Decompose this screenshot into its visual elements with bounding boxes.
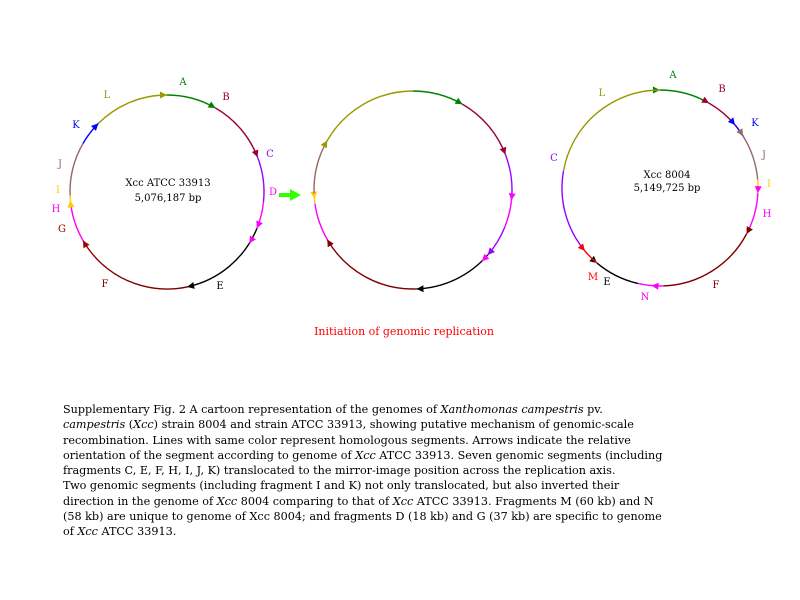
segment-c	[258, 157, 264, 202]
segment-label-h: H	[51, 204, 61, 215]
segment-d	[505, 200, 512, 227]
segment-label-d: D	[268, 187, 278, 198]
segment-f	[102, 264, 187, 289]
segment-n	[638, 283, 663, 286]
segment-c	[562, 171, 585, 251]
segment-f	[663, 234, 746, 286]
segment-label-l: L	[598, 88, 606, 99]
segment-label-n: N	[640, 292, 650, 303]
segment-c-arrow-icon	[488, 247, 495, 255]
segment-label-a: A	[179, 77, 187, 88]
segment-a	[413, 91, 463, 104]
segment-i-arrow-icon	[67, 200, 74, 207]
caption-line: of Xcc ATCC 33913.	[63, 525, 177, 539]
segment-label-m: M	[587, 272, 599, 283]
segment-label-i: I	[56, 185, 60, 196]
segment-label-c: C	[550, 153, 558, 164]
segment-f-arrow-icon	[327, 240, 334, 248]
initiation-label: Initiation of genomic replication	[314, 325, 494, 338]
segment-e-arrow-icon	[416, 285, 423, 292]
genome-left-size: 5,076,187 bp	[134, 193, 202, 204]
segment-b	[216, 108, 258, 157]
segment-l	[327, 91, 413, 141]
segment-label-c: C	[266, 149, 274, 160]
segment-label-g: G	[58, 224, 66, 235]
segment-n-arrow-icon	[651, 283, 658, 290]
segment-e	[187, 228, 257, 287]
segment-label-j: J	[761, 150, 767, 161]
figure-caption	[63, 402, 793, 540]
segment-label-a: A	[669, 70, 677, 81]
segment-j-arrow-icon	[736, 128, 743, 136]
segment-label-j: J	[57, 159, 63, 170]
segment-g-arrow-icon	[83, 241, 90, 249]
caption-line: orientation of the segment according to genome of Xcc ATCC 33913. Seven genomic segments (including	[63, 448, 663, 462]
caption-line: fragments C, E, F, H, I, J, K) translocated to the mirror-image position across the replication axis.	[63, 464, 616, 478]
segment-m-arrow-icon	[578, 243, 585, 251]
segment-l-arrow-icon	[160, 92, 167, 99]
segment-label-k: K	[751, 118, 759, 129]
segment-h	[71, 206, 83, 241]
segment-label-h: H	[762, 209, 772, 220]
segment-a	[660, 90, 709, 103]
segment-b	[463, 104, 506, 154]
segment-label-b: B	[222, 92, 230, 103]
caption-line: campestris (Xcc) strain 8004 and strain ATCC 33913, showing putative mechanism of genomic-scale	[63, 418, 634, 432]
segment-label-b: B	[718, 84, 726, 95]
segment-f	[327, 240, 416, 290]
caption-line: (58 kb) are unique to genome of Xcc 8004; and fragments D (18 kb) and G (37 kb) are specific to genome	[63, 510, 662, 524]
segment-label-f: F	[712, 280, 720, 291]
segment-j	[70, 144, 83, 196]
segment-j	[743, 136, 758, 179]
segment-a	[167, 95, 216, 108]
caption-line: recombination. Lines with same color represent homologous segments. Arrows indicate the relative	[63, 433, 631, 447]
genome-right-size: 5,149,725 bp	[633, 183, 701, 194]
transition-arrow-icon	[279, 189, 301, 201]
caption-line: Two genomic segments (including fragment I and K) not only translocated, but also inverted their	[63, 479, 620, 493]
segment-e	[416, 255, 487, 289]
segment-label-i: I	[767, 179, 771, 190]
segment-label-e: E	[603, 277, 611, 288]
genome-circle-intermediate	[310, 91, 515, 292]
segment-l	[563, 90, 660, 171]
genome-left-name: Xcc ATCC 33913	[125, 178, 211, 189]
segment-label-l: L	[103, 90, 111, 101]
genome-right-name: Xcc 8004	[643, 170, 691, 181]
segment-label-k: K	[72, 120, 80, 131]
caption-line: Supplementary Fig. 2 A cartoon representation of the genomes of Xanthomonas campestris pv.	[63, 403, 603, 416]
segment-e-arrow-icon	[187, 282, 195, 289]
segment-h	[315, 204, 327, 240]
segment-h-arrow-icon	[755, 186, 762, 193]
caption-line: direction in the genome of Xcc 8004 comparing to that of Xcc ATCC 33913. Fragments M (60 kb) and N	[63, 494, 654, 508]
segment-j	[314, 141, 327, 194]
segment-label-e: E	[216, 281, 224, 292]
segment-label-f: F	[101, 279, 109, 290]
